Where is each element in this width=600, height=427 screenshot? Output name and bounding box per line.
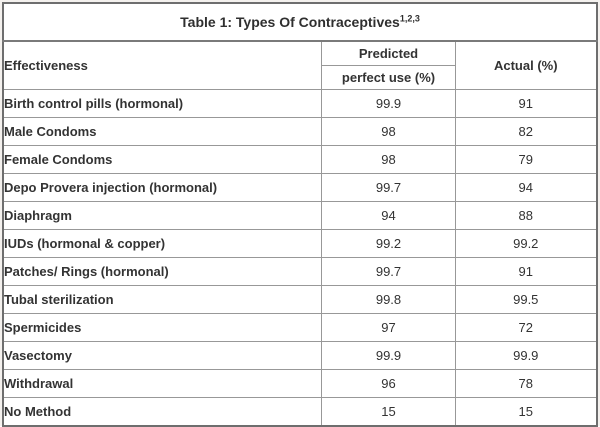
actual-value: 99.9 [455, 342, 597, 370]
method-label: No Method [3, 398, 322, 427]
predicted-value: 99.9 [322, 342, 455, 370]
table-row [3, 314, 597, 342]
predicted-value: 99.8 [322, 286, 455, 314]
predicted-value: 97 [322, 314, 455, 342]
predicted-value: 96 [322, 370, 455, 398]
column-header-effectiveness: Effectiveness [3, 41, 322, 90]
predicted-value: 99.7 [322, 258, 455, 286]
actual-value: 78 [455, 370, 597, 398]
method-label: Withdrawal [3, 370, 322, 398]
method-label: Vasectomy [3, 342, 322, 370]
header-row-top [3, 41, 597, 66]
table-title-superscript: 1,2,3 [399, 13, 420, 24]
method-label: Patches/ Rings (hormonal) [3, 258, 322, 286]
method-label: Diaphragm [3, 202, 322, 230]
actual-value: 79 [455, 146, 597, 174]
actual-value: 82 [455, 118, 597, 146]
table-row [3, 342, 597, 370]
table-row [3, 118, 597, 146]
actual-value: 99.5 [455, 286, 597, 314]
method-label: Male Condoms [3, 118, 322, 146]
method-label: Depo Provera injection (hormonal) [3, 174, 322, 202]
table-title-cell [3, 3, 597, 41]
predicted-value: 98 [322, 118, 455, 146]
predicted-value: 99.7 [322, 174, 455, 202]
actual-value: 94 [455, 174, 597, 202]
predicted-value: 98 [322, 146, 455, 174]
method-label: Birth control pills (hormonal) [3, 90, 322, 118]
table-row [3, 90, 597, 118]
predicted-value: 15 [322, 398, 455, 427]
table-row [3, 146, 597, 174]
contraceptives-table [2, 2, 598, 427]
actual-value: 91 [455, 258, 597, 286]
actual-value: 72 [455, 314, 597, 342]
predicted-value: 94 [322, 202, 455, 230]
table-row [3, 174, 597, 202]
table-row [3, 230, 597, 258]
table-title: Table 1: Types Of Contraceptives [180, 14, 400, 30]
table-row [3, 258, 597, 286]
method-label: Tubal sterilization [3, 286, 322, 314]
column-header-actual: Actual (%) [455, 41, 597, 90]
table-row [3, 286, 597, 314]
column-header-predicted: Predicted [322, 41, 455, 66]
predicted-value: 99.2 [322, 230, 455, 258]
predicted-value: 99.9 [322, 90, 455, 118]
table-row [3, 202, 597, 230]
actual-value: 15 [455, 398, 597, 427]
actual-value: 99.2 [455, 230, 597, 258]
method-label: IUDs (hormonal & copper) [3, 230, 322, 258]
method-label: Female Condoms [3, 146, 322, 174]
table-title-row [3, 3, 597, 41]
column-header-perfect-use: perfect use (%) [322, 66, 455, 90]
method-label: Spermicides [3, 314, 322, 342]
actual-value: 91 [455, 90, 597, 118]
table-row [3, 370, 597, 398]
table-row [3, 398, 597, 427]
actual-value: 88 [455, 202, 597, 230]
